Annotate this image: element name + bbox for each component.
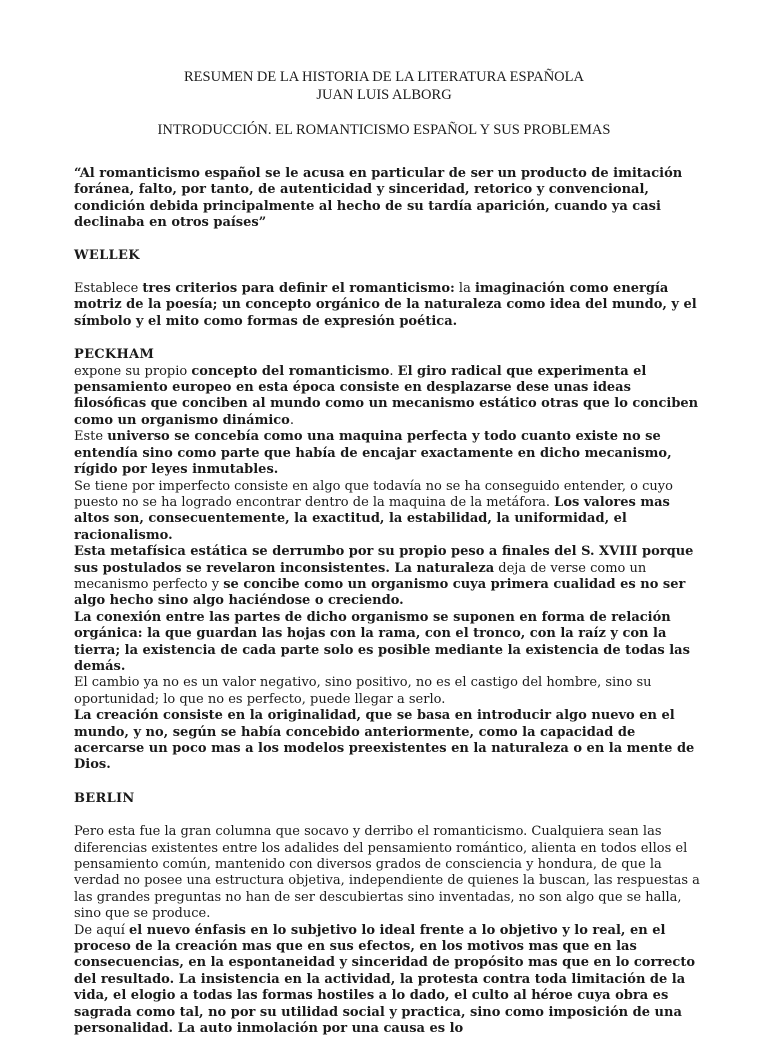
bold-span: La conexión entre las partes de dicho organismo se suponen en forma de relación orgánica: la que guardan las hojas con la rama, con el tronco, con la raíz y con la tierra; la existencia de cada parte solo es posible mediante la existencia de todas las demás.: [74, 609, 690, 674]
peckham-paragraph-6: El cambio ya no es un valor negativo, sino positivo, no es el castigo del hombre, sino su oportunidad; lo que no es perfecto, puede llegar a serlo.: [74, 675, 652, 707]
title-block: [68, 68, 700, 104]
document-author: JUAN LUIS ALBORG: [316, 87, 452, 103]
bold-span: el nuevo énfasis en lo subjetivo lo ideal frente a lo objetivo y lo real, en el proceso de la creación mas que en sus efectos, en los motivos mas que en las consecuencias, en la espontaneidad y sinceridad de propósito mas que en lo correcto del resultado. La insistencia en la actividad, la protesta contra toda limitación de la vida, el elogio a todas las formas hostiles a lo dado, el culto al héroe cuya obra es sagrada como tal, no por su utilidad social y practica, sino como imposición de una personalidad. La auto inmolación por una causa es lo: [74, 922, 696, 1037]
text-span: Establece: [74, 281, 143, 297]
peckham-paragraph-3: [74, 479, 700, 545]
text-span: expone su propio: [74, 363, 192, 379]
bold-span: El giro radical que experimenta el pensamiento europeo en esta época consiste en desplazarse dese unas ideas filosóficas que conciben al mundo como un mecanismo estático otras que lo conciben como un organismo dinámico: [74, 363, 699, 428]
bold-span: universo se concebía como una maquina perfecta y todo cuanto existe no se entendía sino como parte que había de encajar exactamente en dicho mecanismo, rígido por leyes inmutables.: [74, 429, 672, 478]
text-span: Este: [74, 429, 108, 445]
text-span: deja de verse como un mecanismo perfecto y: [74, 560, 647, 592]
peckham-paragraph-7: [74, 708, 700, 774]
bold-span: tres criterios para definir el romanticismo:: [142, 281, 455, 297]
text-span: la: [454, 281, 475, 297]
text-span: .: [289, 412, 294, 428]
peckham-paragraph-2: [74, 429, 700, 478]
heading-wellek: WELLEK: [74, 247, 140, 263]
bold-span: Los valores mas altos son, consecuentemente, la exactitud, la estabilidad, la uniformidad, el racionalismo.: [74, 494, 670, 543]
berlin-paragraph-1: Pero esta fue la gran columna que socavo y derribo el romanticismo. Cualquiera sean las diferencias existentes entre los adalides del pensamiento romántico, alienta en todos ellos el pensamiento común, mantenido con diversos grados de consciencia y hondura, de que la verdad no posee una estructura objetiva, independiente de quienes la buscan, las respuestas a las grandes preguntas no han de ser descubiertas sino inventadas, no son algo que se halla, sino que se produce.: [74, 824, 700, 922]
bold-span: se concibe como un organismo cuya primera cualidad es no ser algo hecho sino algo haciéndose o creciendo.: [74, 576, 686, 609]
wellek-paragraph: [74, 281, 700, 330]
text-span: Se tiene por imperfecto consiste en algo que todavía no se ha conseguido entender, o cuyo puesto no se ha logrado encontrar dentro de la maquina de la metáfora.: [74, 478, 673, 510]
text-span: De aquí: [74, 922, 129, 938]
section-subtitle: INTRODUCCIÓN. EL ROMANTICISMO ESPAÑOL Y SUS PROBLEMAS: [157, 122, 611, 138]
bold-span: La creación consiste en la originalidad, que se basa en introducir algo nuevo en el mundo, y no, según se había concebido anteriormente, como la capacidad de acercarse un poco mas a los modelos preexistentes en la naturaleza o en la mente de Dios.: [74, 708, 695, 773]
peckham-paragraph-4: [74, 544, 700, 610]
heading-peckham: PECKHAM: [74, 347, 155, 363]
text-span: .: [389, 363, 398, 379]
peckham-paragraph-1: [74, 364, 700, 430]
bold-span: Esta metafísica estática se derrumbo por su propio peso a finales del S. XVIII porque sus postulados se revelaron inconsistentes. La naturaleza: [74, 544, 694, 576]
heading-berlin: BERLIN: [74, 790, 135, 806]
document-title: RESUMEN DE LA HISTORIA DE LA LITERATURA ESPAÑOLA: [184, 69, 584, 85]
opening-quote: “Al romanticismo español se le acusa en particular de ser un producto de imitación foránea, falto, por tanto, de autenticidad y sinceridad, retorico y convencional, condición debida principalmente al hecho de su tardía aparición, cuando ya casi declinaba en otros países”: [74, 166, 683, 231]
bold-span: concepto del romanticismo: [191, 363, 390, 379]
berlin-paragraph-2: [74, 923, 700, 1038]
peckham-paragraph-5: [74, 610, 700, 676]
bold-span: imaginación como energía motriz de la poesía; un concepto orgánico de la naturaleza como idea del mundo, y el símbolo y el mito como formas de expresión poética.: [74, 281, 697, 329]
